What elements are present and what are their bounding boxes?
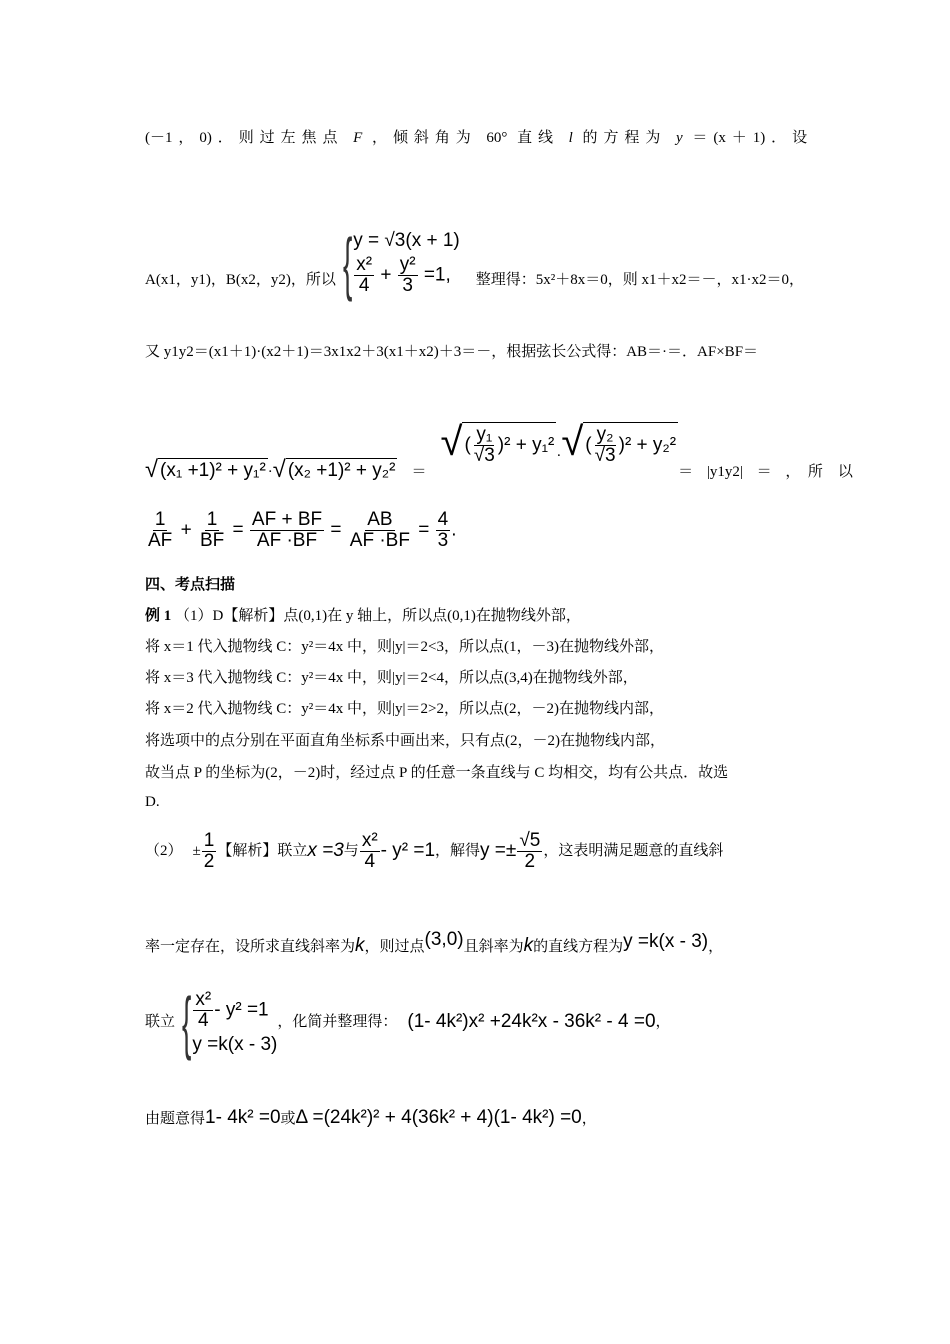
equation-system: [336, 224, 460, 302]
numerator: y²: [399, 253, 416, 275]
denominator: √3: [473, 445, 495, 466]
var-F: F: [353, 130, 363, 146]
section-title: 四、考点扫描: [145, 575, 236, 593]
example-label: 例 1: [145, 608, 172, 624]
text: （2）: [145, 843, 183, 859]
denominator: 2: [203, 850, 215, 872]
equation: y = √3(x + 1): [353, 229, 460, 251]
numerator: x²: [356, 253, 373, 275]
radicand: (x₂ +1)² + y₂²: [287, 460, 396, 482]
text: 又 y1y2＝(x1＋1)·(x2＋1)＝3x1x2＋3(x1＋x2)＋3＝－，根据弦长公式得：AB＝·＝．AF×BF＝: [145, 344, 759, 360]
numerator: 1: [206, 509, 218, 530]
sqrt-expression: √ (x₁ +1)² + y₁²: [145, 456, 266, 484]
text: A(x1，y1)，B(x2，y2)，所以: [145, 272, 336, 288]
equation: Δ =(24k²)² + 4(36k² + 4)(1- 4k²) =0: [295, 1107, 582, 1128]
text-line-y1y2: [145, 342, 807, 362]
denominator: 4: [198, 1009, 209, 1031]
denominator: 3: [402, 274, 413, 296]
text: 或: [280, 1111, 296, 1127]
numerator: AF + BF: [251, 509, 323, 530]
text-line-discriminant: [145, 1108, 807, 1129]
example-line: 将 x＝3 代入抛物线 C：y²＝4x 中，则|y|＝2<4，所以点(3,4)在抛物线外部，: [145, 670, 638, 686]
var-k: k: [355, 935, 365, 956]
numerator: y₂: [596, 424, 614, 445]
denominator: 4: [358, 274, 370, 296]
sqrt-expression: √ ( $\frac{\text{y₁}}{√3}$ )² + y₁²: [440, 420, 555, 466]
text: ，: [708, 939, 724, 955]
text: ，这表明满足题意的直线斜: [543, 843, 724, 859]
point: (3,0): [424, 929, 464, 950]
var-k: k: [523, 935, 534, 956]
numerator: x²: [361, 829, 378, 851]
text: ，: [655, 1014, 671, 1030]
numerator: y₁: [476, 424, 493, 445]
text: 联立: [145, 1014, 176, 1030]
denominator: 4: [364, 850, 376, 872]
text: ，解得: [435, 843, 481, 859]
example-line: D.: [145, 794, 160, 810]
text: ＝(x＋1)．设: [692, 130, 808, 146]
text: 与: [343, 843, 359, 859]
denominator: √3: [594, 445, 616, 466]
numerator: √5: [519, 829, 541, 851]
text: 率一定存在，设所求直线斜率为: [145, 939, 356, 955]
text-line-system: [145, 198, 807, 302]
brace-icon: {: [342, 224, 353, 302]
equation: x =3: [307, 840, 344, 861]
sqrt-expression: √ (x₂ +1)² + y₂²: [272, 456, 396, 484]
equation: 1- 4k² =0: [205, 1107, 281, 1128]
operator: =: [232, 519, 244, 541]
text: 的直线方程为: [533, 939, 624, 955]
text: ，: [581, 1111, 597, 1127]
text: 【解析】联立: [217, 843, 308, 859]
equation-system: [175, 983, 278, 1061]
numerator: 4: [437, 509, 449, 530]
brace-icon: {: [182, 983, 192, 1061]
equation: (1- 4k²)x² +24k²x - 36k² - 4 =0: [407, 1011, 656, 1032]
example-line: 将选项中的点分别在平面直角坐标系中画出来，只有点(2，－2)在抛物线内部，: [145, 733, 665, 749]
operator: =: [330, 519, 342, 541]
text-line-af-bf: √ (x₁ +1)² + y₁² · √ (x₂ +1)² + y₂² ＝ √ ( $\frac{\text{y₁}}{√3}$ )² + y₁² · √ ( $\frac{\text{y₂}}{√3}$ )² + y₂² ＝ |y1y2| ＝ ， 所 以: [145, 420, 853, 484]
var-y: y: [676, 130, 683, 146]
operator: +: [380, 264, 392, 286]
operator: =: [418, 519, 430, 541]
example-line: 将 x＝1 代入抛物线 C：y²＝4x 中，则|y|＝2<3，所以点(1，－3)在抛物线外部，: [145, 639, 664, 655]
example-line: [145, 606, 807, 626]
text-line-focus-line: [145, 128, 807, 148]
sqrt-expression: √ ( $\frac{\text{y₂}}{√3}$ )² + y₂²: [561, 420, 677, 466]
text: 的方程为: [582, 130, 667, 146]
denominator: 3: [437, 530, 449, 551]
example-line: 故当点 P 的坐标为(2，－2)时，经过点 P 的任意一条直线与 C 均相交，均有公共点．故选: [145, 765, 729, 781]
text-line-reciprocal-sum: [145, 510, 807, 551]
text: 整理得：5x²＋8x＝0，则 x1＋x2＝－，x1·x2＝0，: [475, 272, 804, 288]
operator: +: [180, 519, 192, 541]
operator: ＝: [411, 464, 427, 480]
numerator: x²: [195, 988, 212, 1010]
operator: ±: [192, 843, 201, 859]
text: 且斜率为: [463, 939, 524, 955]
text: 由题意得: [145, 1111, 206, 1127]
numerator: 1: [154, 509, 166, 530]
text: (－1，0)．则过左焦点: [145, 130, 344, 146]
text: ² + y₁²: [504, 434, 555, 456]
text: ，倾斜角为 60° 直线: [372, 130, 559, 146]
denominator: 2: [524, 850, 536, 872]
denominator: AF ·BF: [256, 530, 318, 551]
numerator: AB: [367, 509, 393, 530]
text: .: [451, 519, 457, 541]
operator: ·: [267, 464, 273, 480]
text-line-part2: [145, 826, 807, 876]
denominator: AF ·BF: [349, 530, 410, 551]
text: （1）D【解析】点(0,1)在 y 轴上，所以点(0,1)在抛物线外部，: [175, 608, 581, 624]
equation: - y² =1: [214, 999, 269, 1021]
text-line-slope: [145, 930, 807, 957]
example-line: 将 x＝2 代入抛物线 C：y²＝4x 中，则|y|＝2>2，所以点(2，－2)在抛物线内部，: [145, 701, 664, 717]
denominator: BF: [199, 530, 225, 551]
equation: y =k(x - 3): [623, 931, 709, 952]
text: ，则过点: [364, 939, 425, 955]
equation: - y² =1: [380, 840, 436, 861]
equation: y =k(x - 3): [192, 1033, 278, 1055]
numerator: 1: [203, 829, 215, 851]
text: ＝ |y1y2| ＝ ， 所 以: [678, 464, 853, 480]
text-line-combine: [145, 982, 807, 1062]
text: ，化简并整理得：: [277, 1014, 398, 1030]
equation: y =±: [480, 840, 517, 861]
var-l: l: [568, 130, 573, 146]
denominator: AF: [148, 530, 173, 551]
equation-rhs: =1,: [423, 264, 451, 286]
radicand: (x₁ +1)² + y₁²: [160, 460, 266, 482]
text: ² + y₂²: [624, 434, 677, 456]
